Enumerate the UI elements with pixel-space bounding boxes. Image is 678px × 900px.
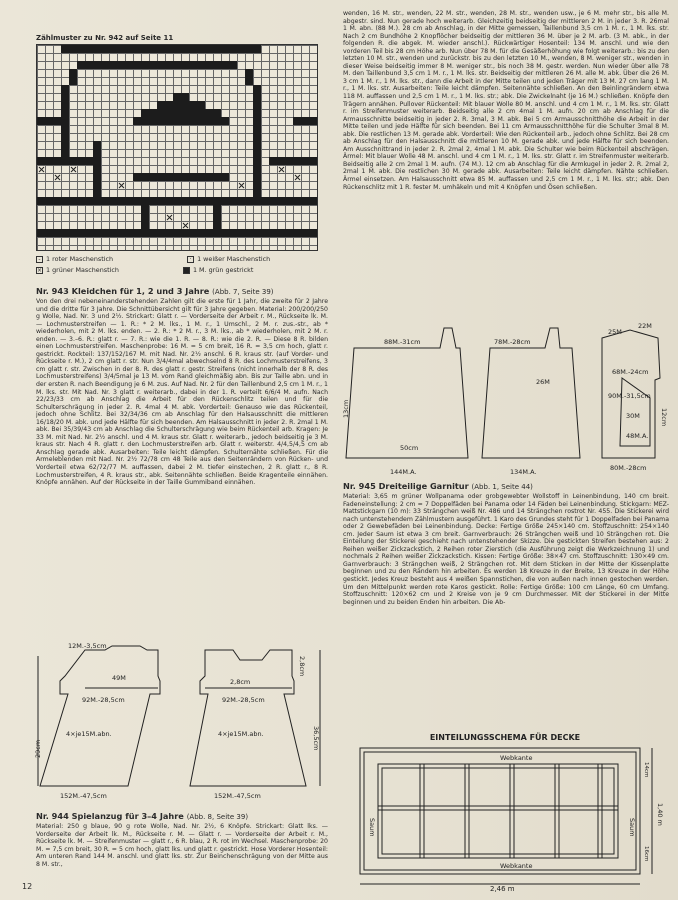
counting-chart — [36, 44, 318, 251]
dress-label: 4×je15M.abn. — [66, 730, 112, 738]
suit-label: 144M.A. — [390, 468, 417, 476]
saum-left: Saum — [368, 818, 376, 837]
section-title: Nr. 944 Spielanzug für 3–4 Jahre — [36, 811, 184, 821]
section-title: Nr. 943 Kleidchen für 1, 2 und 3 Jahre — [36, 286, 210, 296]
dress-label: 29cm — [34, 739, 42, 758]
dress-label: 36,5cm — [312, 726, 320, 751]
suit-label: 80M.-28cm — [610, 464, 647, 472]
webkante-top: Webkante — [500, 754, 533, 762]
dress-label: 92M.-28,5cm — [82, 696, 125, 704]
chart-title: Zählmuster zu Nr. 942 auf Seite 11 — [36, 34, 174, 42]
section-ref: (Abb. 1, Seite 44) — [471, 483, 533, 491]
suit-label: 25M — [608, 328, 622, 336]
suit-label: 50cm — [400, 444, 419, 452]
suit-label: 30M — [626, 412, 640, 420]
width-label: 2,46 m — [490, 885, 515, 893]
legend-item: - 1 roter Maschenstich — [36, 255, 113, 263]
dress-label: 2,8cm — [230, 678, 251, 686]
webkante-bottom: Webkante — [500, 862, 533, 870]
chart-legend — [36, 255, 326, 274]
legend-symbol: · — [187, 256, 194, 263]
continued-text: wenden, 16 M. str., wenden, 22 M. str., wenden, 28 M. str., wenden usw., je 6 M. mehr str., bis alle M. abgestr. sind. Nun gerade hoch weiterarb. Gleichzeitig beidseitig der mittleren 2 M. in jeder 3. R. 26mal 1 M. abn. (88 M.). 28 cm ab Anschlag, in der Mitte gemessen, Taillenbund 3,5 cm 1 M. r., 1 M. lks. str. Nach 2 cm Bundhöhe 2 Knopflöcher beidseitig der mittleren 36 M. über je 2 M. arb. (3 M. abk., in der folgenden R. die abgek. M. wieder anschl.). Rückwärtiger Hosenteil: 134 M. anschl. und wie den vorderen Teil bis 28 cm Höhe arb. Nun über 78 M. für die Gesäßerhöhung wie folgt weiterarb.: bis zu den letzten 10 M. str., wenden und zurückstr. bis zu den letzten 10 M., wenden, 8 M. weniger str., wenden in dieser Weise beidseitig immer 8 M. weniger str., bis noch 38 M. gestr. werden. Nun wieder über alle 78 M. den Taillenbund 3,5 cm 1 M. r., 1 M. lks. str. Beidseitig der mittleren 26 M. alle M. abk. Über die 26 M. 3 cm 1 M. r., 1 M. lks. str., dann die Arbeit in der Mitte teilen und jeden Träger mit 13 M. 27 cm lang 1 M. r., 1 M. lks. str. Ausarbeiten: Teile leicht dämpfen. Seitennähte schließen. An den Beinlingrändern etwa 118 M. auffassen und 2,5 cm 1 M. r., 1 M. lks. str.; abk. Die Zwickelnaht (je 16 M.) schließen. Knöpfe den Trägern annähen. Pullover Rückenteil: Mit blauer Wolle 80 M. anschl. und 4 cm 1 M. r., 1 M. lks. str. Glatt r. im Streifenmuster weiterarb. Beidseitig alle 2 cm 4mal 1 M. aufn. 20 cm ab Anschlag für die Armausschnitte beidseitig in jeder 2. R. 3mal, 3 M. abk. Bei 5 cm Armausschnitthöhe die Arbeit in der Mitte teilen und jede Hälfte für sich beenden. Bei 11 cm Armausschnitthöhe für die Schulter 3mal 8 M. abk. Die restlichen 13 M. gerade abk. Vorderteil: Wie den Rückenteil arb., jedoch ohne Schlitz. Bei 28 cm ab Anschlag für den Halsausschnitt die mittleren 10 M. gerade abk. und jede Hälfte für sich beenden. Am Ausschnittrand in jeder 2. R. 2mal 2, 4mal 1 M. abk. Die Schulter wie beim Rückenteil abschrägen. Ärmel: Mit blauer Wolle 48 M. anschl. und 4 cm 1 M. r., 1 M. lks. str. Glatt r. im Streifenmuster weiterarb. Beidseitig alle 2 cm 2mal 1 M. aufn. (74 M.). 12 cm ab Anschlag für die Armkugel in jeder 2. R. 2mal 2, 2mal 1 M. abk. Die restlichen 30 M. gerade abk. Ausarbeiten: Teile leicht dämpfen. Nähte schließen. Ärmel einsetzen. Am Halsausschnitt etwa 85 M. auffassen und 2,5 cm 1 M. r., 1 M. lks. str.; abk. Den Rückenschlitz mit 1 R. fester M. umhäkeln und mit 4 Knöpfen und Ösen schließen. — [343, 10, 669, 191]
back-pants-outline — [482, 328, 580, 458]
section-body: Material: 250 g blaue, 90 g rote Wolle, Nad. Nr. 2½, 6 Knöpfe. Strickart: Glatt lks. — Vorderseite der Arbeit lk. M., Rückseite r. M. — Glatt r. — Vorderseite der Arbeit r. M., Rückseite lk. M. — Streifenmuster — glatt r., 6 R. blau, 2 R. rot im Wechsel. Maschenprobe: 20 M. = 7,5 cm breit, 30 R. = 5 cm hoch, glatt lks. und glatt r. gestrickt. Hose Vorderer Hosenteil: Am unteren Rand 144 M. anschl. und glatt lks. str. Zur Beinchenschrägung von der Mitte aus 8 M. str., — [36, 823, 328, 868]
dress-schematic — [30, 636, 330, 806]
legend-symbol: × — [37, 266, 43, 274]
chart-motif — [37, 45, 317, 250]
section-body: Von den drei nebeneinanderstehenden Zahlen gilt die erste für 1 Jahr, die zweite für 2 Jahre und die dritte für 3 Jahre. Die Schnittübersicht gilt für 3 Jahre gegeben. Material: 200/200/250 g Wolle, Nad. Nr. 3 und 2½. Strickart: Glatt r. — Vorderseite der Arbeit r. M., Rückseite lk. M. — Lochmusterstreifen — 1. R.: * 2 M. lks., 1 M. r., 1 Umschl., 2 M. r. zus.-str., ab * wiederholen, mit 2 M. lks. enden. — 2. R.: * 2 M. r., 3 M. lks., ab * wiederholen, mit 2 M. r. enden. — 3.–6. R.: glatt r. — 7. R.: wie die 1. R. — 8. R.: wie die 2. R. — Diese 8 R. bilden einen Lochmusterstreifen. Maschenprobe: 16 M. = 5 cm breit, 16 R. = 3,5 cm hoch, glatt r. gestrickt. Rockteil: 137/152/167 M. mit Nad. Nr. 2½ anschl. 6 R. kraus str. (auf Vorder- und Rückseite r. M.), 2 cm glatt r. str. Nun 3/4/4mal abwechselnd 8 R. des Lochmusterstreifens, 3 cm glatt r. str. Zwischen in der 8. R. des glatt r. gestr. Streifens (nicht innerhalb der 8 R. des Lochmusterstreifens) 3/4/5mal je 13 M. vom Rand gleichmäßig abn. Bis zur Taille abn. und in der ersten R. nach Beendigung je 6 M. zus. Auf Nad. Nr. 2 für den Taillenbund 2,5 cm 1 M. r., 1 M. lks. str. Mit Nad. Nr. 3 glatt r. weiterarb., dabei in der 1. R. verteilt 6/6/4 M. aufn. Nach 22/23/33 cm ab Anschlag die Arbeit für den Rückenschlitz teilen und für die Schulterschrägung in jeder 2. R. 4mal 4 M. abk. Vorderteil: Genauso wie das Rückenteil, jedoch ohne Schlitz. Bei 32/34/36 cm ab Anschlag für den Halsausschnitt die mittleren 16/18/20 M. abk. und jede Hälfte für sich beenden. Am Halsausschnitt in jeder 2. R. 2mal 1 M. abk. Bei 35/39/43 cm ab Anschlag die Schulterschrägung wie beim Rückenteil arb. Kragen: Je 33 M. mit Nad. Nr. 2½ anschl. und 4 M. kraus str. Glatt r. weiterarb., jedoch beidseitig je 3 M. kraus str. Nach 4 R. glatt r. den Lochmusterstreifen arb. Glatt r. weiterstr. 4/4,5/4,5 cm ab Anschlag gerade abk. Ausarbeiten: Teile leicht dämpfen. Schulternähte schließen. Für die Armeleblenden mit Nad. Nr. 2½ 72/78 cm 48 Teile aus den Seitenrändern von Rücken- und Vorderteil etwa 62/72/77 M. auffassen, dabei 2 M. tiefer einstechen, 2 R. glatt r., 8 R. Lochmusterstreifen, 4 R. kraus str., abk. Seitennähte schließen. Beide Kragenteile einnähen. Knöpfe annähen. Auf der Rückseite in der Taille Gummiband einnähen. — [36, 298, 328, 487]
suit-label: 22M — [638, 322, 652, 330]
legend-symbol: - — [36, 256, 43, 263]
legend-item: × 1 grüner Maschenstich — [37, 266, 119, 274]
suit-label: 88M.-31cm — [384, 338, 421, 346]
section-945 — [343, 478, 669, 723]
dress-label: 4×je15M.abn. — [218, 730, 264, 738]
saum-right: Saum — [628, 818, 636, 837]
front-pants-outline — [346, 328, 468, 458]
dim-label: 16cm — [643, 846, 649, 862]
right-column-text — [343, 10, 669, 355]
suit-label: 12cm — [660, 408, 668, 427]
height-label: 1,40 m — [656, 803, 664, 826]
suit-label: 48M.A. — [626, 432, 649, 440]
suit-label: 134M.A. — [510, 468, 537, 476]
section-ref: (Abb. 7, Seite 39) — [212, 288, 274, 296]
legend-item: · 1 weißer Maschenstich — [187, 255, 270, 263]
suit-label: 26M — [536, 378, 550, 386]
dress-label: 152M.-47,5cm — [60, 792, 107, 800]
back-piece-outline — [40, 646, 160, 786]
dress-label: 49M — [112, 674, 126, 682]
diagram-title: EINTEILUNGSSCHEMA FÜR DECKE — [429, 733, 581, 742]
section-body: Material: 3,65 m grüner Wollpanama oder grobgewebter Wollstoff in Leinenbindung, 140 cm breit. Fadeneinstellung: 2 cm = 7 Doppelfäden bei Panama oder 14 Fäden bei Leinenbindung. Stickgarn: MEZ-Mattstickgarn (10 m): 33 Strängchen weiß Nr. 486 und 14 Strängchen rostrot Nr. 455. Die Stickerei wird nach untenstehendem Zählmustern ausgeführt. 1 Karo des Grundes steht für 1 Doppelfaden bei Panama oder 2 Gewebefäden bei Leinenbindung. Decke: Fertige Größe 245×140 cm. Stoffzuschnitt: 254×140 cm. Jeder Saum ist etwa 3 cm breit. Garnverbrauch: 26 Strängchen weiß und 10 Strängchen rot. Die Einteilung der Stickerei geschieht nach untenstehender Skizze. Die gestickten Streifen bestehen aus: 2 Reihen weißer Zickzackstich, 2 Reihen roter Zierstich (die Ausführung zeigt die Werkzeichnung 1) und nochmals 2 Reihen weißer Zickzackstich. Kissen: Fertige Größe: 38×47 cm. Stoffzuschnitt: 130×49 cm. Garnverbrauch: 3 Strängchen weiß, 2 Strängchen rot. Mit dem Sticken in der Mitte der Kissenplatte beginnen und zu den Rändern hin arbeiten. Es werden 18 Kreuze in der Breite, 13 Kreuze in der Höhe gestickt. Jedes Kreuz besteht aus 4 weißen Spannstichen, die von außen nach innen gestochen werden. Um den Mittelpunkt werden rote Karos gestickt. Rolle: Fertige Größe: 100 cm Länge, 60 cm Umfang. Stoffzuschnitt: 120×62 cm und 2 Kreise von je 9 cm Durchmesser. Mit der Stickerei in der Mitte beginnen und zu beiden Enden hin arbeiten. Die Ab- — [343, 493, 669, 606]
section-ref: (Abb. 8, Seite 39) — [186, 813, 249, 821]
section-title: Nr. 945 Dreiteilige Garnitur — [343, 481, 469, 491]
legend-symbol: ■ — [183, 266, 190, 274]
dress-label: 152M.-47,5cm — [214, 792, 261, 800]
dress-label: 12M.-3,5cm — [68, 642, 107, 650]
front-piece-outline — [190, 650, 306, 786]
dim-label: 14cm — [643, 762, 649, 778]
suit-label: 78M.-28cm — [494, 338, 531, 346]
legend-item: ■ 1 M. grün gestrickt — [183, 266, 254, 274]
section-943 — [36, 283, 328, 603]
dress-label: 2,8cm — [298, 656, 306, 677]
suit-label: 68M.-24cm — [612, 368, 649, 376]
suit-label: 13cm — [342, 399, 350, 418]
suit-schematic — [340, 318, 675, 478]
section-944 — [36, 808, 328, 880]
page-number: 12 — [22, 882, 33, 891]
dress-label: 92M.-28,5cm — [222, 696, 265, 704]
blanket-layout-diagram — [340, 728, 670, 893]
suit-label: 90M.-31,5cm — [608, 392, 651, 400]
embroidery-frame — [378, 764, 618, 858]
